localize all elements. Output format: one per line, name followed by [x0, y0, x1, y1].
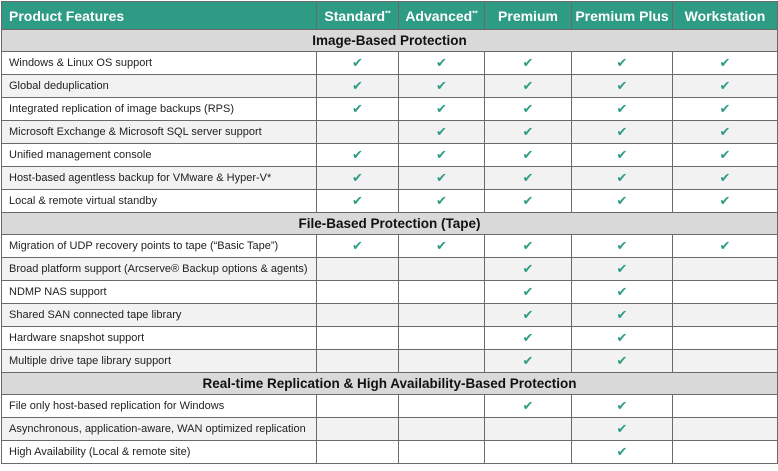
- support-cell: [572, 418, 673, 441]
- support-cell: [572, 350, 673, 373]
- check-mark-icon: ✔: [436, 55, 447, 71]
- check-mark-icon: ✔: [522, 307, 534, 323]
- support-cell: [572, 190, 673, 213]
- support-cell: [572, 144, 673, 167]
- check-mark-icon: ✔: [522, 284, 534, 300]
- edition-label: Premium: [498, 7, 558, 24]
- support-cell: [673, 441, 778, 464]
- support-cell: [317, 350, 399, 373]
- check-mark-icon: ✔: [616, 55, 628, 71]
- table-row: [2, 327, 778, 350]
- support-cell: [572, 304, 673, 327]
- check-mark-icon: ✔: [616, 78, 628, 94]
- support-cell: [399, 327, 485, 350]
- feature-name: Windows & Linux OS support: [2, 52, 317, 75]
- support-cell: [399, 235, 485, 258]
- check-mark-icon: ✔: [522, 147, 534, 163]
- support-cell: [399, 418, 485, 441]
- support-cell: [485, 350, 572, 373]
- check-mark-icon: ✔: [522, 78, 534, 94]
- edition-label: Workstation: [684, 7, 766, 24]
- check-mark-icon: ✔: [352, 170, 363, 186]
- support-cell: [673, 418, 778, 441]
- check-mark-icon: ✔: [719, 170, 731, 186]
- support-cell: [399, 121, 485, 144]
- header-product-features: Product Features: [2, 2, 317, 30]
- check-mark-icon: ✔: [719, 101, 731, 117]
- support-cell: [673, 75, 778, 98]
- support-cell: [399, 98, 485, 121]
- support-cell: [399, 258, 485, 281]
- footnote-marker: **: [472, 9, 478, 17]
- check-mark-icon: ✔: [719, 147, 731, 163]
- check-mark-icon: ✔: [719, 238, 731, 254]
- support-cell: [399, 167, 485, 190]
- check-mark-icon: ✔: [522, 238, 534, 254]
- check-mark-icon: ✔: [522, 398, 534, 414]
- support-cell: [317, 52, 399, 75]
- check-mark-icon: ✔: [616, 238, 628, 254]
- feature-name: Unified management console: [2, 144, 317, 167]
- support-cell: [485, 98, 572, 121]
- support-cell: [317, 418, 399, 441]
- feature-name: Host-based agentless backup for VMware & Hyper-V*: [2, 167, 317, 190]
- support-cell: [317, 167, 399, 190]
- check-mark-icon: ✔: [436, 101, 447, 117]
- support-cell: [485, 144, 572, 167]
- check-mark-icon: ✔: [616, 444, 628, 460]
- check-mark-icon: ✔: [436, 124, 447, 140]
- header-standard: [317, 2, 399, 30]
- support-cell: [399, 395, 485, 418]
- check-mark-icon: ✔: [522, 193, 534, 209]
- check-mark-icon: ✔: [719, 55, 731, 71]
- table-header: [2, 2, 778, 30]
- support-cell: [572, 258, 673, 281]
- support-cell: [572, 52, 673, 75]
- edition-label: Advanced: [405, 7, 473, 24]
- support-cell: [673, 281, 778, 304]
- support-cell: [485, 75, 572, 98]
- support-cell: [317, 75, 399, 98]
- check-mark-icon: ✔: [719, 193, 731, 209]
- table-row: [2, 304, 778, 327]
- feature-name: Global deduplication: [2, 75, 317, 98]
- support-cell: [673, 395, 778, 418]
- support-cell: [317, 121, 399, 144]
- support-cell: [673, 235, 778, 258]
- support-cell: [572, 395, 673, 418]
- table-row: [2, 98, 778, 121]
- support-cell: [399, 144, 485, 167]
- feature-comparison-table: [1, 1, 778, 464]
- check-mark-icon: ✔: [436, 170, 447, 186]
- check-mark-icon: ✔: [719, 78, 731, 94]
- check-mark-icon: ✔: [352, 238, 363, 254]
- support-cell: [572, 281, 673, 304]
- check-mark-icon: ✔: [522, 261, 534, 277]
- support-cell: [399, 441, 485, 464]
- support-cell: [485, 395, 572, 418]
- table-row: [2, 144, 778, 167]
- table-row: [2, 418, 778, 441]
- feature-name: Migration of UDP recovery points to tape (“Basic Tape”): [2, 235, 317, 258]
- check-mark-icon: ✔: [616, 398, 628, 414]
- section-title: Real-time Replication & High Availability-Based Protection: [2, 373, 778, 395]
- support-cell: [673, 52, 778, 75]
- feature-name: Hardware snapshot support: [2, 327, 317, 350]
- check-mark-icon: ✔: [616, 421, 628, 437]
- check-mark-icon: ✔: [436, 193, 447, 209]
- header-advanced: [399, 2, 485, 30]
- support-cell: [572, 98, 673, 121]
- header-row: [2, 2, 778, 30]
- feature-name: High Availability (Local & remote site): [2, 441, 317, 464]
- support-cell: [399, 304, 485, 327]
- check-mark-icon: ✔: [436, 147, 447, 163]
- table-row: [2, 281, 778, 304]
- support-cell: [673, 350, 778, 373]
- check-mark-icon: ✔: [436, 78, 447, 94]
- support-cell: [673, 304, 778, 327]
- support-cell: [399, 52, 485, 75]
- check-mark-icon: ✔: [522, 170, 534, 186]
- support-cell: [317, 395, 399, 418]
- support-cell: [399, 190, 485, 213]
- table-body: [2, 30, 778, 464]
- header-workstation: [673, 2, 778, 30]
- support-cell: [673, 190, 778, 213]
- check-mark-icon: ✔: [352, 101, 363, 117]
- feature-name: Microsoft Exchange & Microsoft SQL server support: [2, 121, 317, 144]
- check-mark-icon: ✔: [352, 55, 363, 71]
- check-mark-icon: ✔: [352, 147, 363, 163]
- edition-label: Standard: [324, 7, 386, 24]
- support-cell: [317, 144, 399, 167]
- support-cell: [317, 327, 399, 350]
- support-cell: [317, 441, 399, 464]
- support-cell: [317, 235, 399, 258]
- section-title: Image-Based Protection: [2, 30, 778, 52]
- support-cell: [485, 258, 572, 281]
- table-row: [2, 258, 778, 281]
- feature-name: Broad platform support (Arcserve® Backup options & agents): [2, 258, 317, 281]
- check-mark-icon: ✔: [719, 124, 731, 140]
- check-mark-icon: ✔: [522, 124, 534, 140]
- support-cell: [572, 121, 673, 144]
- support-cell: [317, 281, 399, 304]
- header-premium: [485, 2, 572, 30]
- check-mark-icon: ✔: [616, 124, 628, 140]
- section-header-row: [2, 30, 778, 52]
- support-cell: [399, 281, 485, 304]
- support-cell: [485, 441, 572, 464]
- check-mark-icon: ✔: [616, 147, 628, 163]
- support-cell: [485, 327, 572, 350]
- table-row: [2, 235, 778, 258]
- check-mark-icon: ✔: [436, 238, 447, 254]
- table-row: [2, 121, 778, 144]
- support-cell: [399, 350, 485, 373]
- table-row: [2, 190, 778, 213]
- feature-name: Multiple drive tape library support: [2, 350, 317, 373]
- support-cell: [317, 190, 399, 213]
- support-cell: [673, 98, 778, 121]
- support-cell: [485, 235, 572, 258]
- table-row: [2, 395, 778, 418]
- support-cell: [572, 75, 673, 98]
- section-title: File-Based Protection (Tape): [2, 213, 778, 235]
- edition-label: Premium Plus: [575, 7, 669, 24]
- support-cell: [485, 418, 572, 441]
- check-mark-icon: ✔: [352, 193, 363, 209]
- check-mark-icon: ✔: [616, 307, 628, 323]
- check-mark-icon: ✔: [522, 330, 534, 346]
- check-mark-icon: ✔: [616, 261, 628, 277]
- support-cell: [572, 441, 673, 464]
- support-cell: [572, 327, 673, 350]
- check-mark-icon: ✔: [616, 353, 628, 369]
- support-cell: [485, 121, 572, 144]
- feature-name: Integrated replication of image backups (RPS): [2, 98, 317, 121]
- support-cell: [485, 52, 572, 75]
- support-cell: [673, 121, 778, 144]
- check-mark-icon: ✔: [522, 55, 534, 71]
- check-mark-icon: ✔: [352, 78, 363, 94]
- table-row: [2, 350, 778, 373]
- support-cell: [317, 258, 399, 281]
- check-mark-icon: ✔: [522, 101, 534, 117]
- check-mark-icon: ✔: [616, 170, 628, 186]
- header-premium-plus: [572, 2, 673, 30]
- check-mark-icon: ✔: [616, 330, 628, 346]
- table-row: [2, 441, 778, 464]
- table-row: [2, 52, 778, 75]
- support-cell: [673, 258, 778, 281]
- support-cell: [317, 304, 399, 327]
- support-cell: [485, 281, 572, 304]
- check-mark-icon: ✔: [616, 193, 628, 209]
- section-header-row: [2, 213, 778, 235]
- footnote-marker: **: [385, 9, 391, 17]
- feature-name: NDMP NAS support: [2, 281, 317, 304]
- table-row: [2, 75, 778, 98]
- support-cell: [673, 167, 778, 190]
- check-mark-icon: ✔: [616, 101, 628, 117]
- support-cell: [485, 167, 572, 190]
- feature-name: Asynchronous, application-aware, WAN optimized replication: [2, 418, 317, 441]
- support-cell: [572, 235, 673, 258]
- feature-name: Shared SAN connected tape library: [2, 304, 317, 327]
- feature-name: File only host-based replication for Windows: [2, 395, 317, 418]
- support-cell: [572, 167, 673, 190]
- support-cell: [673, 144, 778, 167]
- check-mark-icon: ✔: [522, 353, 534, 369]
- feature-name: Local & remote virtual standby: [2, 190, 317, 213]
- section-header-row: [2, 373, 778, 395]
- support-cell: [485, 190, 572, 213]
- support-cell: [673, 327, 778, 350]
- support-cell: [317, 98, 399, 121]
- support-cell: [399, 75, 485, 98]
- support-cell: [485, 304, 572, 327]
- table-row: [2, 167, 778, 190]
- check-mark-icon: ✔: [616, 284, 628, 300]
